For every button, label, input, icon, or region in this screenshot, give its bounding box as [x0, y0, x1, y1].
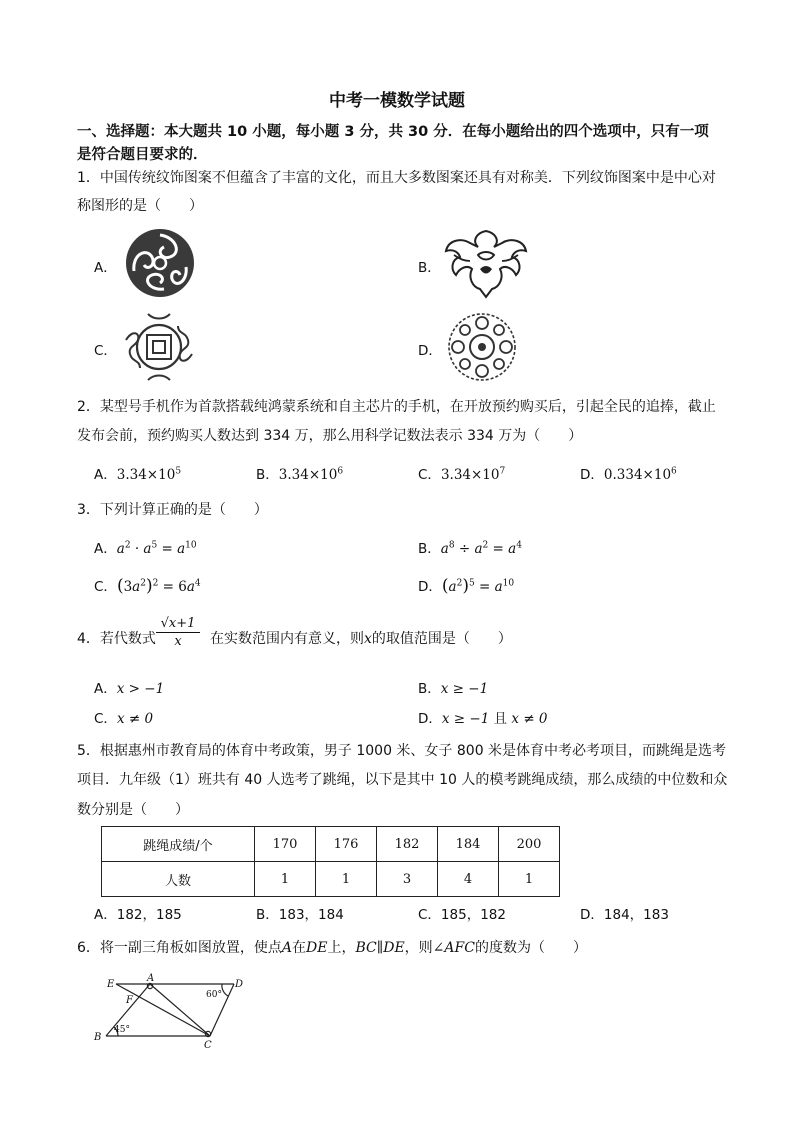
q4-suffix	[210, 628, 512, 648]
q3-option-d-expr: $(a^2)^5 = a^{10}$	[441, 576, 515, 596]
q1-option-b-label[interactable]: B．	[418, 260, 441, 276]
q4-numerator: √x+1	[156, 616, 200, 633]
table-cell: 200	[499, 827, 560, 862]
q6-stem	[77, 937, 587, 957]
q1-option-c-label[interactable]: C．	[94, 343, 117, 359]
q5-score-table	[101, 826, 560, 897]
q2-option-d-base: 0.334×10	[603, 467, 672, 483]
q6-label-d: D	[235, 979, 244, 990]
q3-option-b-expr: $a^8 \div a^2 = a^4$	[440, 540, 522, 557]
q2-option-b[interactable]	[256, 463, 343, 483]
q4-prefix: 4．若代数式	[77, 631, 156, 647]
q6-point-a: A	[281, 940, 293, 956]
table-cell: 1	[316, 862, 377, 897]
q5-option-c[interactable]: C．185，182	[418, 907, 506, 923]
table-cell: 176	[316, 827, 377, 862]
q1-pattern-a-icon	[120, 227, 200, 299]
q6-parallel: BC∥DE	[355, 940, 405, 956]
q5-stem-line2: 项目．九年级（1）班共有 40 人选考了跳绳，以下是其中 10 人的模考跳绳成绩，那么成绩的中位数和众	[77, 772, 728, 788]
table-cell: 1	[255, 862, 316, 897]
q4-option-c-expr: x ≠ 0	[116, 711, 154, 727]
q4-suffix-text-2: 的取值范围是（ ）	[371, 631, 512, 647]
q4-option-a-expr: x > −1	[116, 681, 165, 697]
q5-option-b[interactable]: B．183，184	[256, 907, 344, 923]
table-row	[102, 862, 560, 897]
q5-stem-line3: 数分别是（ ）	[77, 802, 189, 818]
q2-option-c-label: C．	[418, 467, 441, 483]
q6-triangle-figure	[88, 972, 258, 1052]
q3-option-d-label: D．	[418, 579, 442, 595]
q3-option-a-label: A．	[94, 541, 117, 557]
q4-option-d-expr: x ≥ −1	[441, 711, 490, 727]
table-cell: 182	[377, 827, 438, 862]
q4-option-d-expr2: x ≠ 0	[511, 711, 548, 727]
q4-option-b-expr: x ≥ −1	[440, 681, 489, 697]
q1-stem-line1: 1．中国传统纹饰图案不但蕴含了丰富的文化，而且大多数图案还具有对称美．下列纹饰图案中是中心对	[77, 170, 716, 186]
q2-option-c[interactable]	[418, 463, 505, 483]
q6-stem-part3: 上，	[327, 940, 356, 956]
q6-angle: ∠AFC	[432, 940, 475, 956]
q1-pattern-b-icon	[442, 225, 530, 301]
q2-option-a-exp: 5	[175, 466, 182, 477]
q4-option-c[interactable]	[94, 707, 153, 727]
q2-option-c-exp: 7	[499, 466, 506, 477]
section-heading-line2: 是符合题目要求的．	[77, 147, 208, 163]
q4-fraction	[156, 616, 200, 649]
q3-option-a-expr: $a^2 \cdot a^5 = a^{10}$	[116, 540, 197, 557]
q6-stem-part4: ，则	[404, 940, 433, 956]
table-cell: 4	[438, 862, 499, 897]
q6-label-b: B	[94, 1032, 102, 1043]
q1-pattern-d-icon	[442, 309, 522, 385]
q4-var: x	[364, 631, 372, 647]
q2-stem-line1: 2．某型号手机作为首款搭载纯鸿蒙系统和自主芯片的手机，在开放预约购买后，引起全民的追捧，截止	[77, 399, 716, 415]
q4-option-b-label: B．	[418, 681, 441, 697]
table-cell: 170	[255, 827, 316, 862]
q6-label-c: C	[204, 1040, 212, 1051]
table-cell: 184	[438, 827, 499, 862]
q6-label-a: A	[147, 973, 155, 984]
q4-option-a-label: A．	[94, 681, 117, 697]
q6-label-45: 45°	[114, 1025, 130, 1035]
q5-option-a[interactable]: A．182，185	[94, 907, 182, 923]
q3-option-c-label: C．	[94, 579, 117, 595]
q3-stem: 3．下列计算正确的是（ ）	[77, 502, 268, 518]
q5-stem-line1: 5．根据惠州市教育局的体育中考政策，男子 1000 米、女子 800 米是体育中考必考项目，而跳绳是选考	[77, 743, 727, 759]
q4-denominator: x	[174, 634, 182, 649]
q2-option-a-label: A．	[94, 467, 117, 483]
q6-label-f: F	[126, 995, 133, 1006]
table-header-cell: 人数	[102, 862, 255, 897]
q4-option-d-label: D．	[418, 711, 442, 727]
q6-label-e: E	[107, 979, 115, 990]
page-title: 中考一模数学试题	[329, 91, 465, 111]
q2-option-a[interactable]	[94, 463, 181, 483]
q6-stem-part1: 6．将一副三角板如图放置，使点	[77, 940, 282, 956]
q2-option-c-base: 3.34×10	[440, 467, 500, 483]
q4-option-d[interactable]	[418, 707, 548, 727]
q2-option-b-base: 3.34×10	[278, 467, 338, 483]
q4-option-b[interactable]	[418, 677, 488, 697]
table-cell: 1	[499, 862, 560, 897]
q6-stem-part2: 在	[292, 940, 307, 956]
q6-stem-part5: 的度数为（ ）	[474, 940, 587, 956]
q4-option-a[interactable]	[94, 677, 164, 697]
q1-pattern-c-icon	[118, 310, 200, 384]
q2-option-d-label: D．	[580, 467, 604, 483]
q2-option-b-label: B．	[256, 467, 279, 483]
q4-option-c-label: C．	[94, 711, 117, 727]
q3-option-b[interactable]	[418, 537, 522, 557]
q3-option-d[interactable]	[418, 575, 514, 596]
q2-option-a-base: 3.34×10	[116, 467, 176, 483]
q5-option-d[interactable]: D．184，183	[580, 907, 669, 923]
q3-option-b-label: B．	[418, 541, 441, 557]
q2-option-b-exp: 6	[337, 466, 344, 477]
table-header-cell: 跳绳成绩/个	[102, 827, 255, 862]
q4-suffix-text: 在实数范围内有意义，则	[210, 631, 364, 647]
q3-option-c[interactable]	[94, 575, 201, 596]
q3-option-c-expr: $(3a^2)^2 = 6a^4$	[116, 576, 201, 596]
q3-option-a[interactable]	[94, 537, 197, 557]
q1-stem-line2: 称图形的是（ ）	[77, 198, 203, 214]
q4-option-d-mid: 且	[489, 711, 512, 727]
table-cell: 3	[377, 862, 438, 897]
q2-option-d-exp: 6	[671, 466, 677, 477]
table-row	[102, 827, 560, 862]
q1-option-a-label[interactable]: A．	[94, 260, 117, 276]
q6-segment-de: DE	[306, 940, 328, 956]
section-heading-line1: 一、选择题：本大题共 10 小题，每小题 3 分，共 30 分．在每小题给出的四个选项中，只有一项	[77, 124, 709, 140]
q2-stem-line2: 发布会前，预约购买人数达到 334 万，那么用科学记数法表示 334 万为（ ）	[77, 428, 583, 444]
q1-option-d-label[interactable]: D．	[418, 343, 442, 359]
q6-label-60: 60°	[206, 990, 222, 1000]
q2-option-d[interactable]	[580, 463, 677, 483]
